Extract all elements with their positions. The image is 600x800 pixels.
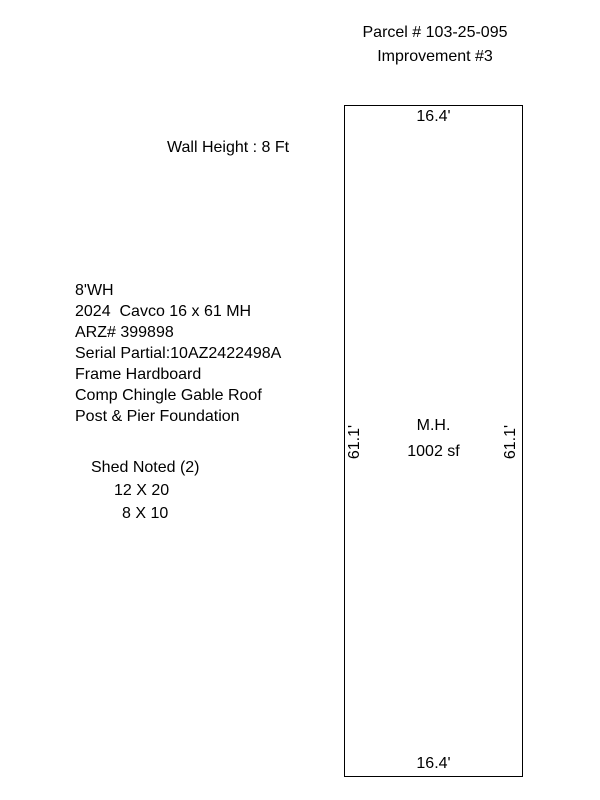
note-line: Frame Hardboard <box>75 366 202 383</box>
room-name: M.H. <box>416 417 451 434</box>
shed-size: 12 X 20 <box>114 482 170 499</box>
bottom-dimension: 16.4' <box>416 755 451 772</box>
left-dimension: 61.1' <box>346 424 363 460</box>
property-notes <box>75 280 281 427</box>
note-line: 2024 Cavco 16 x 61 MH <box>75 303 252 320</box>
shed-size: 8 X 10 <box>122 505 169 522</box>
note-line: ARZ# 399898 <box>75 324 174 341</box>
shed-title: Shed Noted (2) <box>91 459 200 476</box>
room-area: 1002 sf <box>407 443 460 460</box>
improvement-number: Improvement #3 <box>377 48 493 65</box>
parcel-number: Parcel # 103-25-095 <box>362 24 508 41</box>
top-dimension: 16.4' <box>416 108 451 125</box>
note-line: 8'WH <box>75 282 114 299</box>
note-line: Post & Pier Foundation <box>75 408 240 425</box>
wall-height-label: Wall Height : 8 Ft <box>167 139 290 156</box>
note-line: Comp Chingle Gable Roof <box>75 387 262 404</box>
right-dimension: 61.1' <box>502 424 519 460</box>
note-line: Serial Partial:10AZ2422498A <box>75 345 282 362</box>
floor-plan-outline <box>344 105 523 777</box>
